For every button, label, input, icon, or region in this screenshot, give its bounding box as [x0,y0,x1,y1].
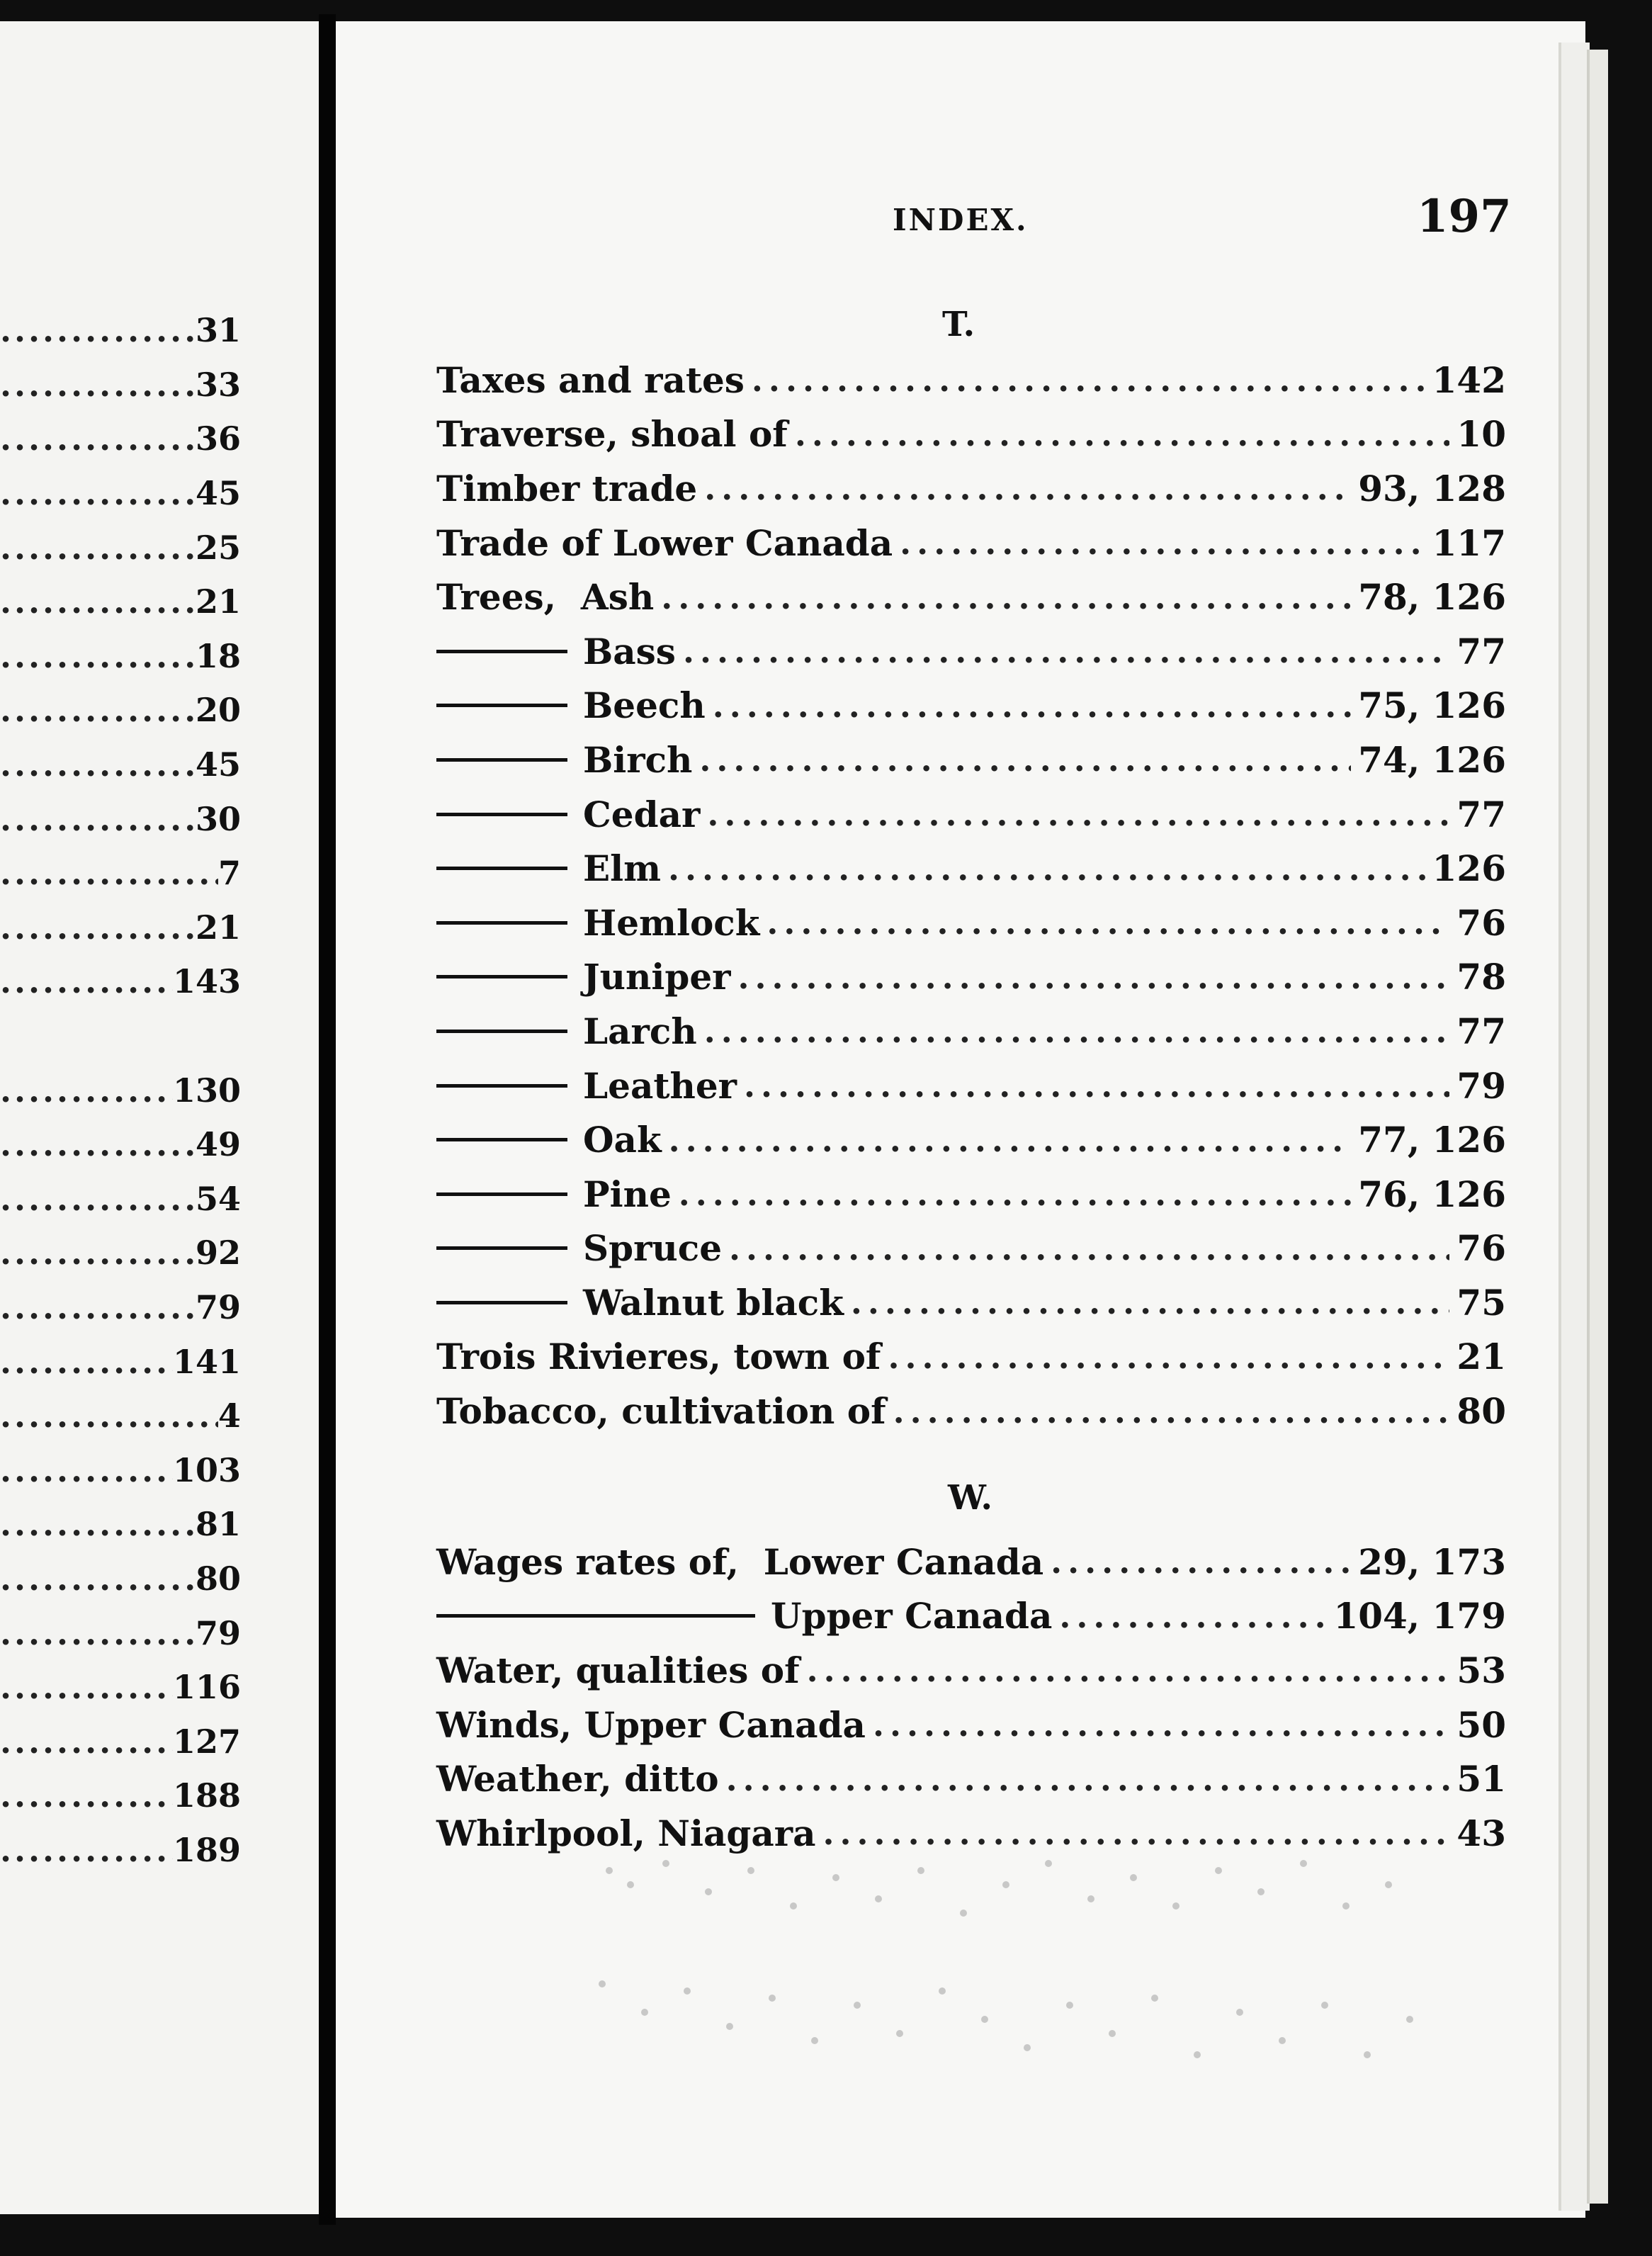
left-page-entry [0,466,241,521]
left-page-number: 116 [172,1668,241,1707]
index-subentry [436,950,1506,1005]
index-entry [436,1643,1506,1698]
book-spine [319,14,336,2225]
left-page-number: 7 [217,854,241,893]
leader-dots [900,524,1425,562]
entry-text: Juniper [583,956,731,998]
leader-dots [1059,1597,1326,1635]
leader-dots [0,474,196,512]
entry-pages: 50 [1456,1703,1506,1746]
leader-dots [683,632,1449,670]
index-subentry [436,896,1506,950]
left-page-entry [0,1823,241,1878]
entry-pages: 80 [1456,1390,1506,1433]
leader-dots [0,1722,173,1761]
left-page-number: 21 [195,582,241,621]
entry-text: Trade of Lower Canada [436,521,893,564]
ditto-dash [436,975,567,978]
left-page-number: 45 [195,745,241,784]
entry-text: Elm [583,847,662,890]
leader-dots [661,578,1351,616]
left-page-number: 127 [172,1722,241,1761]
index-entry [436,353,1506,407]
leader-dots [0,311,196,349]
left-page-number: 80 [195,1559,241,1598]
left-page-number: 79 [195,1613,241,1652]
leader-dots [729,1229,1449,1268]
left-page-entry [0,1606,241,1660]
page-number: 197 [1417,190,1512,243]
ditto-dash [436,1614,755,1618]
left-page-number: 30 [195,799,241,838]
leader-dots [752,361,1425,399]
left-page-number: 20 [195,691,241,730]
entry-pages: 117 [1432,521,1506,564]
entry-pages: 77 [1456,1010,1506,1052]
left-page-number: 141 [172,1342,241,1381]
left-page-entry [0,412,241,466]
leader-dots [679,1175,1351,1213]
left-page-entry [0,1660,241,1715]
entry-text: Upper Canada [771,1595,1053,1637]
left-page-entry [0,1497,241,1552]
index-subentry [436,1589,1506,1644]
leader-dots [713,687,1352,725]
entry-text: Weather, ditto [436,1758,719,1800]
leader-dots [707,795,1449,833]
entry-pages: 76, 126 [1358,1173,1506,1215]
ditto-dash [436,1192,567,1196]
ditto-dash [436,1301,567,1304]
left-page-entry [0,575,241,629]
left-page-number: 31 [195,311,241,350]
left-page-number: 49 [195,1125,241,1164]
entry-text: Leather [583,1064,737,1107]
entry-text: Timber trade [436,467,698,509]
entry-text: Trois Rivieres, town of [436,1336,881,1378]
entry-pages: 21 [1456,1336,1506,1378]
entry-text: Beech [583,684,706,727]
entry-pages: 142 [1432,359,1506,401]
ditto-dash [436,867,567,870]
entry-text: Spruce [583,1227,723,1270]
entry-text: Whirlpool, Niagara [436,1812,816,1854]
entry-text: Bass [583,630,676,672]
left-page-entry [0,303,241,358]
index-entry [436,1330,1506,1384]
left-page-number: 81 [195,1505,241,1544]
left-page-entry [0,846,241,901]
index-subentry [436,1059,1506,1113]
entry-pages: 78, 126 [1358,576,1506,619]
index-entry [436,516,1506,570]
running-header: INDEX. [893,203,1029,237]
leader-dots [0,1451,173,1489]
left-page-number: 25 [195,528,241,567]
leader-dots [0,366,196,404]
index-subentry [436,787,1506,842]
ditto-dash [436,813,567,816]
entry-pages: 76 [1456,901,1506,944]
leader-dots [0,582,196,621]
leader-dots [0,529,196,567]
left-page-number: 79 [195,1287,241,1326]
left-page-entry [0,629,241,684]
left-page-entry [0,1552,241,1606]
leader-dots [0,800,196,838]
entry-pages: 77, 126 [1358,1119,1506,1161]
left-page-entry [0,358,241,412]
leader-dots [873,1705,1449,1744]
entry-pages: 79 [1456,1064,1506,1107]
left-page-entry [0,1009,241,1064]
leader-dots [0,1505,196,1543]
leader-dots [0,1125,196,1163]
left-page-number: 188 [172,1776,241,1815]
entry-text: Water, qualities of [436,1649,800,1691]
entry-pages: 78 [1456,956,1506,998]
ditto-dash [436,650,567,653]
left-page-entry [0,1063,241,1117]
entry-text: Hemlock [583,901,760,944]
left-page-entry [0,1334,241,1389]
entry-pages: 126 [1432,847,1506,890]
entry-text: Cedar [583,793,701,835]
entry-text: Winds, Upper Canada [436,1703,866,1746]
left-page-entry [0,954,241,1009]
ditto-dash [436,921,567,925]
entry-text: Oak [583,1119,662,1161]
leader-dots [1051,1542,1351,1581]
leader-dots [0,1397,218,1435]
entry-pages: 77 [1456,793,1506,835]
entry-text: Trees, Ash [436,576,655,619]
index-entry [436,1384,1506,1438]
leader-dots [807,1651,1450,1689]
index-entry [436,1698,1506,1752]
left-page-entry [0,1117,241,1172]
left-page-number: 189 [172,1830,241,1869]
left-page-number: 143 [172,962,241,1001]
index-subentry [436,1112,1506,1167]
leader-dots [0,1288,196,1326]
leader-dots [668,850,1425,888]
index-entry [436,1535,1506,1589]
index-subentry [436,1004,1506,1059]
entry-text: Wages rates of, Lower Canada [436,1540,1044,1583]
leader-dots [0,745,196,784]
left-page-entry [0,1226,241,1280]
section-letter-w: W. [948,1478,993,1518]
entry-pages: 10 [1456,413,1506,456]
left-page-index-numbers [0,303,241,1877]
leader-dots [766,903,1449,942]
left-page-number: 92 [195,1234,241,1273]
entry-pages: 29, 173 [1358,1540,1506,1583]
entry-text: Pine [583,1173,672,1215]
left-page-number: 33 [195,365,241,404]
left-page-entry [0,1443,241,1497]
left-page-number: 36 [195,419,241,458]
leader-dots [0,1614,196,1652]
leader-dots [0,1234,196,1272]
library-perforation-stamp [581,1842,1431,2097]
section-w-entries [436,1535,1506,1861]
left-page-number: 21 [195,908,241,947]
left-page-entry [0,520,241,575]
section-letter-t: T. [942,305,975,344]
leader-dots [0,1071,173,1110]
ditto-dash [436,704,567,707]
index-entry [436,570,1506,624]
entry-text: Taxes and rates [436,359,745,401]
leader-dots [0,1560,196,1598]
entry-text: Walnut black [583,1281,844,1324]
leader-dots [699,740,1351,779]
left-page-entry [0,1389,241,1443]
leader-dots [851,1283,1450,1321]
index-subentry [436,1275,1506,1330]
ditto-dash [436,1030,567,1033]
entry-pages: 53 [1456,1649,1506,1691]
left-page-entry [0,1769,241,1823]
ditto-dash [436,758,567,762]
page-edge [1558,43,1590,2211]
leader-dots [795,415,1450,453]
leader-dots [0,1668,173,1706]
ditto-dash [436,1084,567,1088]
left-page-entry [0,1172,241,1226]
leader-dots [704,469,1351,507]
entry-pages: 43 [1456,1812,1506,1854]
left-page-entry [0,901,241,955]
left-page-number: 18 [195,636,241,675]
left-page-entry [0,683,241,738]
left-page-number: 130 [172,1071,241,1110]
leader-dots [737,958,1449,996]
index-subentry [436,841,1506,896]
leader-dots [0,908,196,947]
leader-dots [0,854,218,892]
entry-text: Larch [583,1010,697,1052]
page-edge [1587,50,1608,2204]
leader-dots [0,1180,196,1218]
index-entry [436,1752,1506,1806]
left-page-entry [0,738,241,792]
leader-dots [726,1760,1450,1798]
index-subentry [436,624,1506,679]
entry-pages: 77 [1456,630,1506,672]
leader-dots [704,1012,1450,1050]
leader-dots [888,1338,1449,1376]
leader-dots [0,691,196,729]
left-page-number: 45 [195,474,241,513]
left-page-entry [0,1280,241,1335]
index-subentry [436,733,1506,787]
left-page-entry [0,791,241,846]
ditto-dash [436,1246,567,1250]
entry-text: Birch [583,738,693,781]
index-entry [436,407,1506,462]
entry-pages: 75 [1456,1281,1506,1324]
leader-dots [0,1776,173,1815]
leader-dots [0,1343,173,1381]
entry-pages: 93, 128 [1358,467,1506,509]
leader-dots [0,419,196,458]
entry-pages: 51 [1456,1758,1506,1800]
ditto-dash [436,1138,567,1141]
leader-dots [744,1066,1449,1105]
index-subentry [436,679,1506,733]
leader-dots [669,1121,1352,1159]
index-entry [436,461,1506,516]
entry-pages: 104, 179 [1333,1595,1506,1637]
leader-dots [0,1831,173,1869]
leader-dots [0,637,196,675]
left-page-entry [0,1714,241,1769]
entry-pages: 75, 126 [1358,684,1506,727]
left-page-number: 103 [172,1450,241,1489]
left-page-number: 54 [195,1179,241,1218]
entry-text: Traverse, shoal of [436,413,788,456]
entry-pages: 76 [1456,1227,1506,1270]
index-subentry [436,1222,1506,1276]
leader-dots [0,962,173,1000]
leader-dots [893,1392,1450,1431]
index-subentry [436,1167,1506,1222]
entry-text: Tobacco, cultivation of [436,1390,886,1433]
entry-pages: 74, 126 [1358,738,1506,781]
left-page-number: 4 [217,1397,241,1436]
section-t-entries [436,353,1506,1438]
